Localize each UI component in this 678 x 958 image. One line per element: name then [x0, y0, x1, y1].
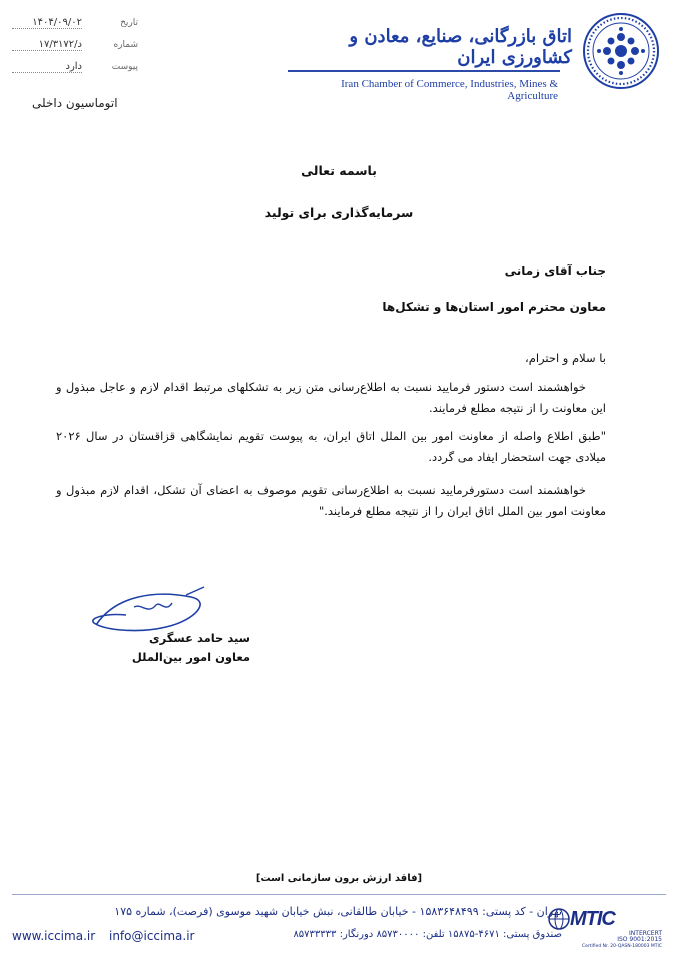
certification-badge	[548, 904, 666, 950]
footer-divider	[12, 894, 666, 895]
website-link[interactable]: www.iccima.ir	[12, 929, 96, 943]
addressee-title: معاون محترم امور استان‌ها و تشکل‌ها	[382, 300, 606, 314]
date-label: تاریخ	[120, 18, 138, 28]
cert-iso: ISO 9001:2015	[617, 936, 662, 943]
attachment-row	[12, 56, 138, 78]
letter-meta	[12, 12, 138, 78]
cert-brand: MTIC	[570, 908, 615, 930]
footer-contact: صندوق پستی: ۴۶۷۱-۱۵۸۷۵ تلفن: ۸۵۷۳۰۰۰۰ دورنگار: ۸۵۷۳۳۳۳۳	[293, 929, 562, 940]
signer-title: معاون امور بین‌الملل	[131, 650, 250, 664]
email-link[interactable]: info@iccima.ir	[108, 929, 195, 943]
footer-links	[12, 929, 204, 943]
signer-name: سید حامد عسگری	[149, 631, 250, 645]
department-label: اتوماسیون داخلی	[32, 96, 118, 110]
number-value: ۱۷/۳۱۷۲/د	[12, 39, 82, 51]
chamber-name-fa: اتاق بازرگانی، صنایع، معادن و کشاورزی ایران	[349, 26, 572, 68]
number-label: شماره	[113, 40, 138, 50]
paragraph-quote: "طبق اطلاع واصله از معاونت امور بین الملل اتاق ایران، به پیوست تقویم نمایشگاهی قزاقستان در سال ۲۰۲۶ میلادی جهت استحضار ایفاد می گردد.	[56, 429, 606, 464]
paragraph-instruction: خواهشمند است دستورفرمایید نسبت به اطلاع‌رسانی تقویم موصوف به اعضای آن تشکل، اقدام لازم مبذول و معاونت امور بین الملل اتاق ایران را از نتیجه مطلع فرمایند."	[56, 483, 606, 518]
greeting: با سلام و احترام،	[525, 351, 606, 365]
cert-number: Certified Nr. 20-QASN-180003 MTIC	[581, 944, 662, 949]
chamber-name-en: Iran Chamber of Commerce, Industries, Mines & Agriculture	[341, 78, 558, 102]
footer-address: تهران - کد پستی: ۱۵۸۳۶۴۸۴۹۹ - خیابان طالقانی، نبش خیابان شهید موسوی (فرصت)، شماره ۱۷۵	[114, 905, 562, 918]
header-divider	[288, 70, 560, 72]
paragraph-request: خواهشمند است دستور فرمایید نسبت به اطلاع‌رسانی متن زیر به تشکلهای مرتبط اقدام لازم و عاجل مبذول و این معاونت را از نتیجه مطلع فرمایند.	[56, 380, 606, 415]
attachment-value: دارد	[12, 61, 82, 73]
bismillah: باسمه تعالی	[301, 163, 377, 178]
attachment-label: پیوست	[111, 62, 138, 72]
globe-icon	[548, 908, 570, 930]
year-slogan: سرمایه‌گذاری برای تولید	[264, 205, 414, 220]
internal-use-note: [فاقد ارزش برون سازمانی است]	[255, 873, 423, 884]
number-row	[12, 34, 138, 56]
cert-intercert: INTERCERT	[629, 930, 662, 937]
chamber-logo-icon	[582, 12, 660, 90]
date-row	[12, 12, 138, 34]
date-value: ۱۴۰۴/۰۹/۰۲	[12, 17, 82, 29]
addressee-name: جناب آقای زمانی	[504, 264, 606, 278]
